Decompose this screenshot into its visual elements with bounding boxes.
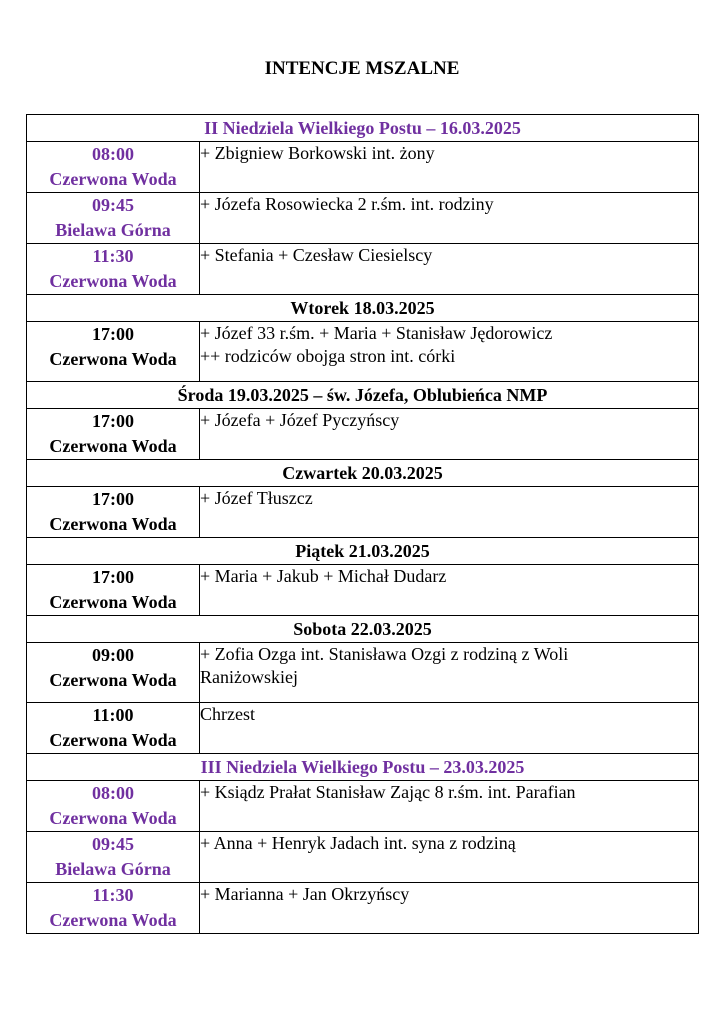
mass-row (27, 244, 699, 295)
intentions-table (26, 114, 699, 934)
mass-time-place (27, 142, 200, 193)
mass-time-place (27, 193, 200, 244)
day-header-row (27, 382, 699, 409)
intention-line: + Maria + Jakub + Michał Dudarz (200, 566, 447, 586)
mass-time-place (27, 244, 200, 295)
mass-time: 17:00 (92, 489, 134, 509)
mass-row (27, 703, 699, 754)
mass-intention (200, 409, 699, 460)
intention-line: + Józef 33 r.śm. + Maria + Stanisław Jędorowicz (200, 323, 553, 343)
mass-place: Czerwona Woda (49, 730, 177, 750)
intention-line: + Stefania + Czesław Ciesielscy (200, 245, 433, 265)
day-header: Czwartek 20.03.2025 (27, 460, 699, 487)
mass-intention (200, 883, 699, 934)
mass-time-place (27, 487, 200, 538)
mass-row (27, 193, 699, 244)
mass-place: Czerwona Woda (49, 271, 177, 291)
mass-row (27, 781, 699, 832)
day-header-row (27, 616, 699, 643)
mass-time-place (27, 781, 200, 832)
intention-line: ++ rodziców obojga stron int. córki (200, 346, 456, 366)
day-header: Piątek 21.03.2025 (27, 538, 699, 565)
day-header: Sobota 22.03.2025 (27, 616, 699, 643)
mass-intention (200, 244, 699, 295)
intention-line: + Marianna + Jan Okrzyńscy (200, 884, 410, 904)
mass-place: Bielawa Górna (55, 220, 171, 240)
day-header: Wtorek 18.03.2025 (27, 295, 699, 322)
mass-place: Czerwona Woda (49, 349, 177, 369)
mass-time: 11:30 (92, 246, 134, 266)
day-header: II Niedziela Wielkiego Postu – 16.03.2025 (27, 115, 699, 142)
mass-row (27, 409, 699, 460)
mass-place: Czerwona Woda (49, 670, 177, 690)
mass-place: Czerwona Woda (49, 436, 177, 456)
mass-intention (200, 781, 699, 832)
mass-place: Czerwona Woda (49, 808, 177, 828)
mass-time: 11:00 (92, 705, 134, 725)
intention-line: + Józefa Rosowiecka 2 r.śm. int. rodziny (200, 194, 494, 214)
mass-time: 08:00 (92, 783, 134, 803)
mass-intention (200, 703, 699, 754)
mass-intention (200, 643, 699, 703)
mass-time: 17:00 (92, 567, 134, 587)
mass-row (27, 643, 699, 703)
intention-line: Raniżowskiej (200, 667, 298, 687)
intention-line: Chrzest (200, 704, 255, 724)
mass-intention (200, 487, 699, 538)
intention-line: + Józefa + Józef Pyczyńscy (200, 410, 400, 430)
mass-time: 11:30 (92, 885, 134, 905)
intention-line: + Zbigniew Borkowski int. żony (200, 143, 435, 163)
day-header-row (27, 460, 699, 487)
intention-line: + Zofia Ozga int. Stanisława Ozgi z rodziną z Woli (200, 644, 569, 664)
mass-time-place (27, 565, 200, 616)
day-header-row (27, 538, 699, 565)
mass-intention (200, 193, 699, 244)
mass-time-place (27, 409, 200, 460)
mass-time: 09:45 (92, 834, 134, 854)
intention-line: + Józef Tłuszcz (200, 488, 313, 508)
mass-place: Czerwona Woda (49, 169, 177, 189)
mass-time-place (27, 322, 200, 382)
day-header-row (27, 754, 699, 781)
mass-place: Czerwona Woda (49, 910, 177, 930)
day-header-row (27, 295, 699, 322)
mass-row (27, 322, 699, 382)
mass-row (27, 832, 699, 883)
day-header-row (27, 115, 699, 142)
mass-place: Czerwona Woda (49, 592, 177, 612)
intention-line: + Anna + Henryk Jadach int. syna z rodziną (200, 833, 516, 853)
mass-time: 17:00 (92, 411, 134, 431)
mass-time: 09:45 (92, 195, 134, 215)
mass-time-place (27, 832, 200, 883)
intention-line: + Ksiądz Prałat Stanisław Zając 8 r.śm. int. Parafian (200, 782, 576, 802)
mass-time: 08:00 (92, 144, 134, 164)
mass-intention (200, 142, 699, 193)
mass-intention (200, 322, 699, 382)
mass-time: 09:00 (92, 645, 134, 665)
mass-time-place (27, 883, 200, 934)
day-header: III Niedziela Wielkiego Postu – 23.03.2025 (27, 754, 699, 781)
mass-row (27, 487, 699, 538)
day-header: Środa 19.03.2025 – św. Józefa, Oblubieńca NMP (27, 382, 699, 409)
mass-time-place (27, 703, 200, 754)
mass-row (27, 883, 699, 934)
mass-row (27, 565, 699, 616)
mass-intention (200, 565, 699, 616)
mass-place: Czerwona Woda (49, 514, 177, 534)
mass-time-place (27, 643, 200, 703)
mass-row (27, 142, 699, 193)
mass-place: Bielawa Górna (55, 859, 171, 879)
page-title: INTENCJE MSZALNE (264, 58, 460, 79)
mass-time: 17:00 (92, 324, 134, 344)
mass-intention (200, 832, 699, 883)
